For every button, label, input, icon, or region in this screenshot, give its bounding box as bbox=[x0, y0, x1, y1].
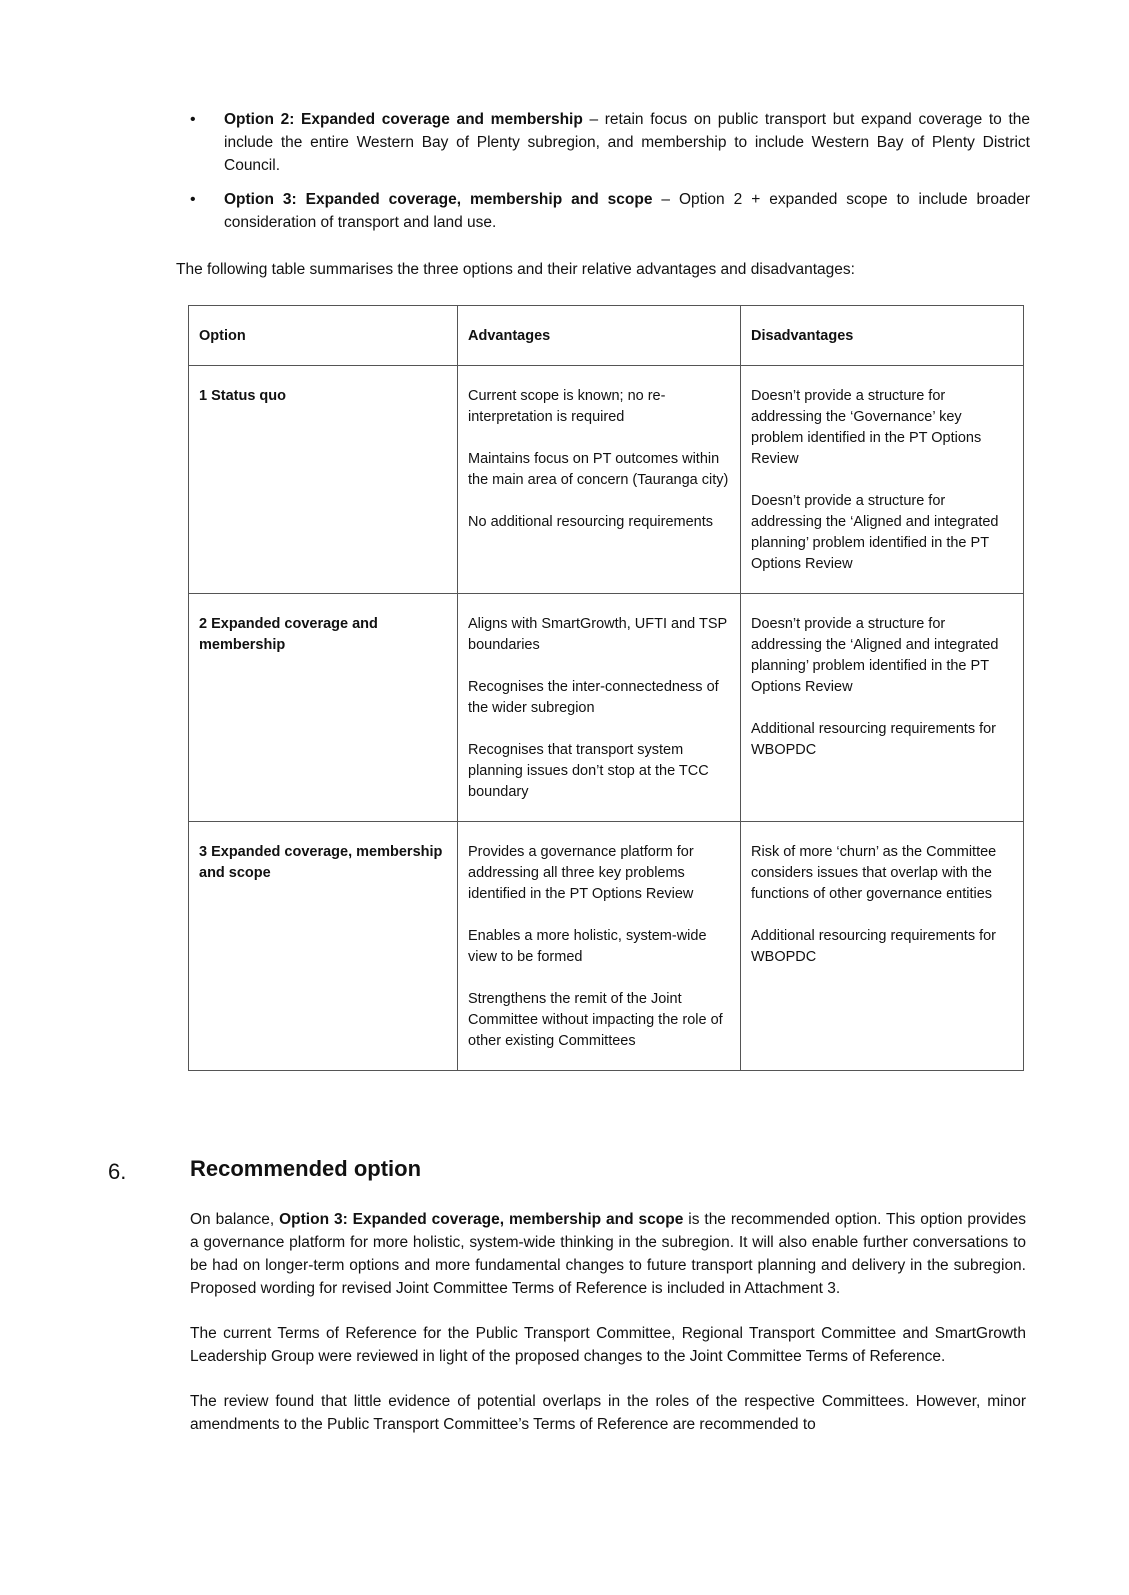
disadvantages-cell bbox=[741, 822, 1024, 1071]
section-number: 6. bbox=[108, 1159, 127, 1184]
list-item bbox=[190, 188, 1030, 234]
disadvantage-item: Doesn’t provide a structure for addressing the ‘Aligned and integrated planning’ problem identified in the PT Options Review bbox=[751, 616, 999, 695]
advantage-item: Current scope is known; no re-interpretation is required bbox=[468, 388, 666, 425]
header-option: Option bbox=[189, 306, 458, 366]
table-intro: The following table summarises the three options and their relative advantages and disadvantages: bbox=[176, 261, 855, 278]
paragraph-bold: Option 3: Expanded coverage, membership and scope bbox=[279, 1211, 684, 1228]
list-item bbox=[190, 108, 1030, 177]
section-body bbox=[190, 1208, 1026, 1458]
header-advantages: Advantages bbox=[458, 306, 741, 366]
advantage-item: Recognises that transport system planning issues don’t stop at the TCC boundary bbox=[468, 742, 709, 800]
advantage-item: Enables a more holistic, system-wide view to be formed bbox=[468, 928, 707, 965]
advantage-item: No additional resourcing requirements bbox=[468, 514, 714, 530]
paragraph bbox=[190, 1208, 1026, 1300]
disadvantage-item: Additional resourcing requirements for WBOPDC bbox=[751, 928, 997, 965]
bullet-bold: Option 2: Expanded coverage and membership bbox=[224, 111, 583, 128]
advantage-item: Aligns with SmartGrowth, UFTI and TSP boundaries bbox=[468, 616, 727, 653]
bullet-icon: • bbox=[190, 111, 196, 128]
table-row bbox=[189, 822, 1024, 1071]
options-table bbox=[188, 305, 1024, 1071]
advantage-item: Strengthens the remit of the Joint Committee without impacting the role of other existing Committees bbox=[468, 991, 723, 1049]
bullet-bold: Option 3: Expanded coverage, membership and scope bbox=[224, 191, 653, 208]
disadvantages-cell bbox=[741, 366, 1024, 594]
bullet-text: – Option 2 + expanded scope to include broader consideration of transport and land use. bbox=[224, 191, 1030, 231]
table-header-row bbox=[189, 306, 1024, 366]
advantage-item: Provides a governance platform for addressing all three key problems identified in the PT Options Review bbox=[468, 844, 694, 902]
disadvantage-item: Doesn’t provide a structure for addressing the ‘Aligned and integrated planning’ problem identified in the PT Options Review bbox=[751, 493, 999, 572]
header-disadvantages: Disadvantages bbox=[741, 306, 1024, 366]
disadvantages-cell bbox=[741, 594, 1024, 822]
paragraph-text: is the recommended option. This option provides a governance platform for more holistic, system-wide thinking in the subregion. It will also enable further conversations to be had on longer-term options and more fundamental changes to future transport planning and delivery in the subregion. Proposed wording for revised Joint Committee Terms of Reference is included in Attachment 3. bbox=[190, 1211, 1026, 1297]
table-row bbox=[189, 594, 1024, 822]
option-cell: 2 Expanded coverage and membership bbox=[189, 594, 458, 822]
advantages-cell bbox=[458, 366, 741, 594]
bullet-icon: • bbox=[190, 191, 196, 208]
advantage-item: Maintains focus on PT outcomes within the main area of concern (Tauranga city) bbox=[468, 451, 729, 488]
disadvantage-item: Doesn’t provide a structure for addressing the ‘Governance’ key problem identified in the PT Options Review bbox=[751, 388, 982, 467]
options-bullet-list bbox=[190, 108, 1030, 245]
advantage-item: Recognises the inter-connectedness of the wider subregion bbox=[468, 679, 719, 716]
paragraph: The current Terms of Reference for the Public Transport Committee, Regional Transport Committee and SmartGrowth Leadership Group were reviewed in light of the proposed changes to the Joint Committee Terms of Reference. bbox=[190, 1325, 1026, 1365]
paragraph: The review found that little evidence of potential overlaps in the roles of the respective Committees. However, minor amendments to the Public Transport Committee’s Terms of Reference are recommended to bbox=[190, 1393, 1026, 1433]
bullet-text: – retain focus on public transport but expand coverage to the include the entire Western Bay of Plenty subregion, and membership to include Western Bay of Plenty District Council. bbox=[224, 111, 1030, 174]
advantages-cell bbox=[458, 594, 741, 822]
paragraph-text: On balance, bbox=[190, 1211, 280, 1228]
option-cell: 1 Status quo bbox=[189, 366, 458, 594]
advantages-cell bbox=[458, 822, 741, 1071]
option-cell: 3 Expanded coverage, membership and scope bbox=[189, 822, 458, 1071]
table-row bbox=[189, 366, 1024, 594]
disadvantage-item: Risk of more ‘churn’ as the Committee considers issues that overlap with the functions of other governance entities bbox=[751, 844, 997, 902]
section-title: Recommended option bbox=[190, 1156, 422, 1181]
disadvantage-item: Additional resourcing requirements for WBOPDC bbox=[751, 721, 997, 758]
